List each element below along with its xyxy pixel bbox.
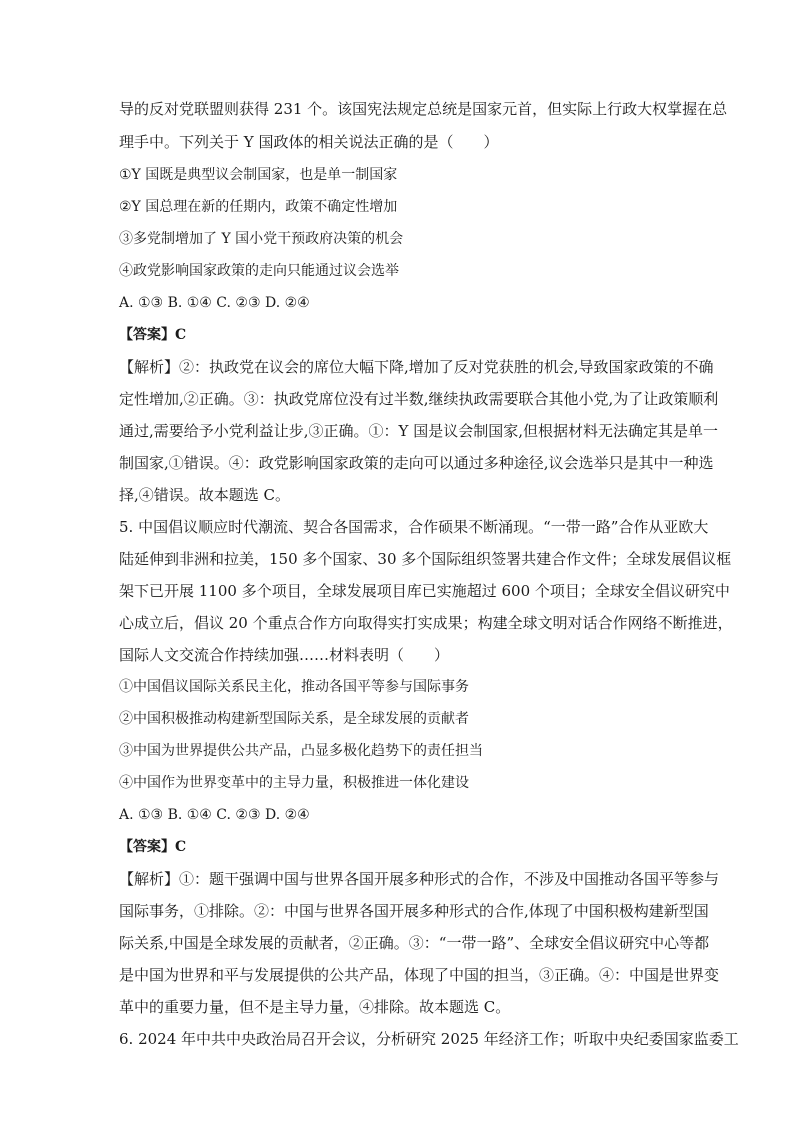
q5-analysis-line-2: 国际事务，①排除。②：中国与世界各国开展多种形式的合作,体现了中国积极构建新型国	[119, 902, 709, 920]
q4-option-3: ③多党制增加了 Y 国小党干预政府决策的机会	[119, 231, 404, 247]
q4-analysis-line-4: 制国家,①错误。④：政党影响国家政策的走向可以通过多种途径,议会选举只是其中一种选	[119, 454, 714, 472]
q5-analysis-line-5: 革中的重要力量，但不是主导力量，④排除。故本题选 C。	[119, 998, 511, 1016]
q5-stem-line-4: 心成立后，倡议 20 个重点合作方向取得实打实成果；构建全球文明对话合作网络不断推进，	[119, 614, 733, 632]
q4-analysis-line-5: 择,④错误。故本题选 C。	[119, 486, 291, 504]
q5-analysis-line-3: 际关系,中国是全球发展的贡献者，②正确。③：“一带一路”、全球安全倡议研究中心等都	[119, 934, 710, 952]
q4-option-1: ①Y 国既是典型议会制国家，也是单一制国家	[119, 167, 398, 183]
q5-analysis-line-4: 是中国为世界和平与发展提供的公共产品，体现了中国的担当，③正确。④：中国是世界变	[119, 966, 720, 984]
q5-stem-line-3: 架下已开展 1100 多个项目，全球发展项目库已实施超过 600 个项目；全球安全倡议研究中	[119, 582, 730, 600]
q4-answer: 【答案】C	[119, 327, 187, 343]
q5-choices: A. ①③ B. ①④ C. ②③ D. ②④	[119, 807, 310, 823]
q4-stem-line-2: 理手中。下列关于 Y 国政体的相关说法正确的是（ ）	[119, 133, 499, 151]
q6-stem-line-1: 6. 2024 年中共中央政治局召开会议，分析研究 2025 年经济工作；听取中央纪委国家监委工	[119, 1030, 739, 1048]
q4-analysis-line-3: 通过,需要给予小党利益让步,③正确。①：Y 国是议会制国家,但根据材料无法确定其是单一	[119, 422, 718, 440]
q5-answer: 【答案】C	[119, 839, 187, 855]
q5-stem-line-1: 5. 中国倡议顺应时代潮流、契合各国需求，合作硕果不断涌现。“一带一路”合作从亚欧大	[119, 518, 709, 536]
q5-stem-line-5: 国际人文交流合作持续加强……材料表明（ ）	[119, 646, 450, 664]
q5-option-1: ①中国倡议国际关系民主化，推动各国平等参与国际事务	[119, 679, 469, 695]
q4-analysis-line-1: 【解析】②：执政党在议会的席位大幅下降,增加了反对党获胜的机会,导致国家政策的不确	[119, 358, 714, 376]
q5-option-4: ④中国作为世界变革中的主导力量，积极推进一体化建设	[119, 775, 469, 791]
q5-stem-line-2: 陆延伸到非洲和拉美，150 多个国家、30 多个国际组织签署共建合作文件；全球发展倡议框	[119, 550, 732, 568]
q4-option-4: ④政党影响国家政策的走向只能通过议会选举	[119, 263, 399, 279]
q5-option-3: ③中国为世界提供公共产品，凸显多极化趋势下的责任担当	[119, 743, 483, 759]
q4-choices: A. ①③ B. ①④ C. ②③ D. ②④	[119, 295, 310, 311]
q5-analysis-line-1: 【解析】①：题干强调中国与世界各国开展多种形式的合作，不涉及中国推动各国平等参与	[119, 870, 720, 888]
q4-analysis-line-2: 定性增加,②正确。③：执政党席位没有过半数,继续执政需要联合其他小党,为了让政策顺利	[119, 390, 719, 408]
q4-option-2: ②Y 国总理在新的任期内，政策不确定性增加	[119, 199, 398, 215]
q4-stem-line-1: 导的反对党联盟则获得 231 个。该国宪法规定总统是国家元首，但实际上行政大权掌握在总	[119, 100, 728, 118]
q5-option-2: ②中国积极推动构建新型国际关系，是全球发展的贡献者	[119, 711, 469, 727]
